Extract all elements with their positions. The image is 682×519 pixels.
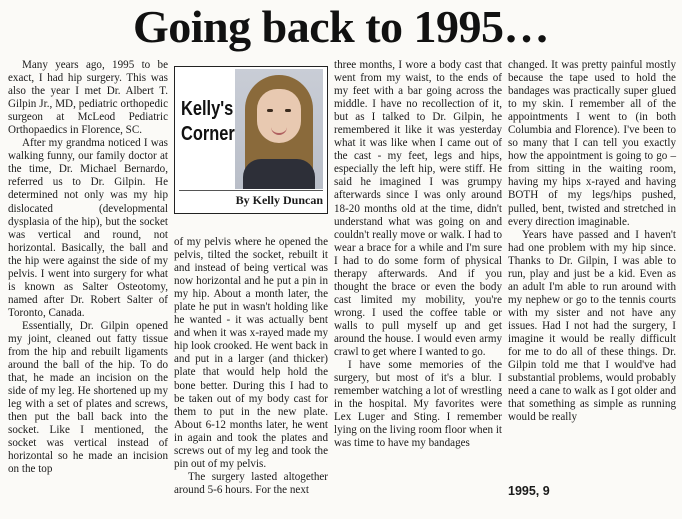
paragraph: After my grandma noticed I was walking funny, our family doctor at the time, Dr. Michael Bernardo, referred us to Dr. Gilpin. He determined not only was my hip dislocated (developmental dysplasia of the hip), but the socket was vertical and round, not horizontal. Basically, the ball and the hip were against the side of my pelvis. I went into surgery for what is known as Salter Osteotomy, named after Dr. Robert Salter of Toronto, Canada. — [8, 137, 168, 319]
paragraph: Many years ago, 1995 to be exact, I had hip surgery. This was also the year I met Dr. Albert T. Gilpin Jr., MD, pediatric orthopedic surgeon at McLeod Pediatric Orthopaedics in Florence, SC. — [8, 59, 168, 137]
continuation-jump: 1995, 9 — [508, 484, 550, 498]
article-column-1 — [8, 59, 168, 477]
paragraph: I have some memories of the surgery, but most of it's a blur. I remember watching a lot of wrestling in the hospital. My favorites were Lex Luger and Sting. I remember lying on the living room floor when it was time to have my bandages — [334, 359, 502, 450]
paragraph: three months, I wore a body cast that went from my waist, to the ends of my feet with a bar going across the middle. I have no recollection of it, but as I talked to Dr. Gilpin, he remembered it like it was yesterday what it was like when I came out of the cast - my feet, legs and hips, especially the left hip, were stiff. He said he imagined I was grumpy afterwards since I was only around 18-20 months old at the time, didn't understand what was going on and couldn't really move or walk. I had to wear a brace for a while and I'm sure I had to do some form of physical therapy afterwards. And if you thought the brace or even the body cast limited my mobility, you're wrong. I used the coffee table or walls to pull myself up and get around the house. I would even army crawl to get where I wanted to go. — [334, 59, 502, 359]
paragraph: of my pelvis where he opened the pelvis, tilted the socket, rebuilt it and instead of being vertical was now horizontal and he put a pin in my hip. About a month later, the plate he put in wasn't holding like he wanted - it was actually bent and when it was x-rayed made my hip look crooked. He went back in and put in a larger (and thicker) plate that would help hold the bone better. During this I had to be taken out of my body cast for them to put in the new plate. About 6-12 months later, he went in again and took the plates and screws out of my leg and took the pin out of my pelvis. — [174, 236, 328, 470]
article-column-2 — [174, 236, 328, 497]
article-column-3 — [334, 59, 502, 450]
article-column-4 — [508, 59, 676, 424]
byline-rule — [179, 190, 323, 191]
byline: By Kelly Duncan — [235, 193, 323, 207]
paragraph: changed. It was pretty painful mostly because the tape used to hold the bandages was practically super glued to my skin. I remember all of the appointments I went to (in both Columbia and Florence). I've been to so many that I can tell you exactly how the appointment is going to go – from sitting in the waiting room, having my hips x-rayed and having BOTH of my legs/hips pushed, pulled, bent, twisted and stretched in every direction imaginable. — [508, 59, 676, 228]
column-header-box — [174, 66, 328, 214]
paragraph: Essentially, Dr. Gilpin opened my joint, cleaned out fatty tissue from the hip and rebuilt ligaments around the ball of the hip. To do that, he made an incision on the side of my leg. He shortened up my leg with a set of plates and screws, then put the ball back into the socket. Like I mentioned, the socket was vertical instead of horizontal so he made an incision on the top — [8, 319, 168, 476]
paragraph: The surgery lasted altogether around 5-6 hours. For the next — [174, 470, 328, 496]
column-kicker: Kelly's Corner — [181, 98, 235, 145]
headline: Going back to 1995… — [132, 1, 550, 52]
paragraph: Years have passed and I haven't had one problem with my hip since. Thanks to Dr. Gilpin, I was able to run, play and just be a kid. Even as an adult I'm able to run around with my nephew or go to the tennis courts with my sister and not have any issues. Had I not had the surgery, I imagine it would be really difficult for me to do all of these things. Dr. Gilpin told me that I would've had substantial problems, would probably need a cane to walk as I got older and that something as simple as running would be really — [508, 228, 676, 424]
portrait-photo-icon — [235, 69, 323, 189]
